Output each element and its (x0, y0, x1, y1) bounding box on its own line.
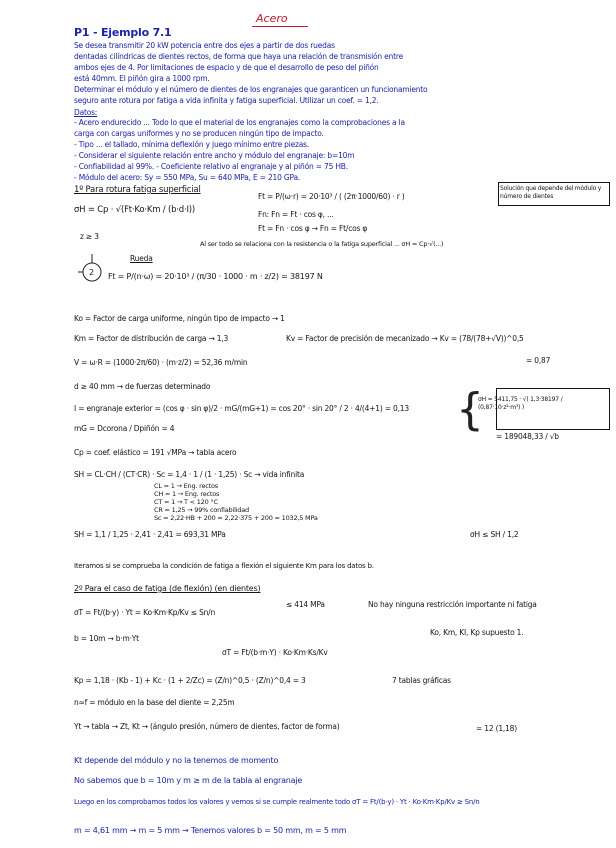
formula-sigma-h: σH = Cp · √(Ft·Ko·Km / (b·d·I)) (74, 205, 196, 215)
sigma-result-2: = 189048,33 / √b (496, 432, 559, 441)
b-line: b = 10m → b·m·Yt (74, 634, 139, 643)
fn-line: Fn: Fn = Ft · cos φ, ... (258, 210, 334, 219)
sigma-result: σH = 5411,75 · √( 1,3·38197 / (0,87·10·z²·m³) ) (478, 396, 563, 411)
datos-line: carga con cargas uniformes y no se producen ningún tipo de impacto. (74, 129, 324, 138)
datos-line: - Módulo del acero: Sy = 550 MPa, Su = 640 MPa, E = 210 GPa. (74, 173, 301, 182)
datos-line: - Tipo ... el tallado, mínima deflexión y juego mínimo entre piezas. (74, 140, 310, 149)
sh-sub: CL = 1 → Eng. rectos (154, 482, 218, 490)
formula-ft: Ft = P/(ω·r) = 20·10³ / ( (2π·1000/60) · r ) (258, 192, 405, 201)
rueda-label: Rueda (130, 254, 153, 263)
fn-line: Ft = Fn · cos φ → Fn = Ft/cos φ (258, 224, 368, 233)
ko-line: Ko = Factor de carga uniforme, ningún tipo de impacto → 1 (74, 314, 285, 323)
section-header: P1 - Ejemplo 7.1 (74, 26, 172, 39)
z-label: z ≥ 3 (80, 232, 99, 241)
ft-note: Solución que depende del módulo y número de dientes (500, 185, 602, 200)
v-line: V = ω·R = (1000·2π/60) · (m·z/2) = 52,36 m/min (74, 358, 248, 367)
problem-line: ambos ejes de 4. Por limitaciones de espacio y de que el desarrollo de peso del piñón (74, 63, 379, 72)
sh-final: SH = 1,1 / 1,25 · 2,41 · 2,41 = 693,31 MPa (74, 530, 226, 539)
sigma-t-note: ≤ 414 MPa (286, 600, 325, 609)
sh-sub: Sc = 2,22·HB + 200 = 2,22·375 + 200 = 1032,5 MPa (154, 514, 318, 522)
problem-line: Determinar el módulo y el número de dientes de los engranajes que garanticen un funcionamiento (74, 85, 428, 94)
kv-line: Kv = Factor de precisión de mecanizado → Kv = (78/(78+√V))^0,5 (286, 334, 524, 343)
km-line: Km = Factor de distribución de carga → 1,3 (74, 334, 229, 343)
yt-line: Yt → tabla → Zt, Kt → (ángulo presión, número de dientes, factor de forma) (74, 722, 340, 731)
nf-line: n≈f = módulo en la base del diente = 2,25m (74, 698, 235, 707)
handwritten-line: m = 4,61 mm → m = 5 mm → Tenemos valores b = 50 mm, m = 5 mm (74, 826, 347, 835)
gear-sketch-icon (72, 250, 108, 286)
no-restriction-note: No hay ninguna restricción importante ni fatiga (368, 600, 537, 609)
handwritten-line: Luego en los comprobamos todos los valores y vemos si se cumple realmente todo σT = Ft/(b·y) · Yt · Ko·Km·Kp/Kv ≥ Sn/n (74, 798, 480, 806)
cp-line: Cp = coef. elástico = 191 √MPa → tabla acero (74, 448, 237, 457)
kp-note: 7 tablas gráficas (392, 676, 451, 685)
sh-line: SH = CL·CH / (CT·CR) · Sc = 1,4 · 1 / (1 · 1,25) · Sc → vida infinita (74, 470, 305, 479)
title-underline (252, 26, 308, 27)
problem-line: Se desea transmitir 20 kW potencia entre dos ejes a partir de dos ruedas (74, 41, 335, 50)
page-title: Acero (256, 12, 288, 25)
datos-label: Datos: (74, 108, 98, 117)
datos-line: - Confiabilidad al 99%. - Coeficiente relativo al engranaje y al piñón = 75 HB. (74, 162, 348, 171)
svg-text:2: 2 (89, 268, 95, 277)
sh-sub: CR = 1,25 → 99% confiabilidad (154, 506, 249, 514)
handwritten-line: No sabemos que b = 10m y m ≥ m de la tabla al engranaje (74, 776, 303, 785)
problem-line: dentadas cilíndricas de dientes rectos, de forma que haya una relación de transmisión entre (74, 52, 403, 61)
d-line: d ≥ 40 mm → de fuerzas determinado (74, 382, 211, 391)
ref-note: Al ser todo se relaciona con la resistencia o la fatiga superficial ... σH = Cp·√(...) (200, 240, 444, 248)
sigma-t-2: σT = Ft/(b·m·Y) · Ko·Km·Ks/Kv (222, 648, 328, 657)
sh-sub: CH = 1 → Eng. rectos (154, 490, 220, 498)
ft-rueda: Ft = P/(n·ω) = 20·10³ / (π/30 · 1000 · m · z/2) = 38197 N (108, 272, 323, 281)
factors-note: Ko, Km, KI, Kp supuesto 1. (430, 628, 524, 637)
brace: { (456, 384, 484, 435)
subsection-header: 1º Para rotura fatiga superficial (74, 185, 201, 195)
kv-result: = 0,87 (526, 356, 551, 365)
yt-result: = 12 (1,18) (476, 724, 517, 733)
i-line: I = engranaje exterior = (cos φ · sin φ)/2 · mG/(mG+1) = cos 20° · sin 20° / 2 · 4/(4+1) = 0,13 (74, 404, 409, 413)
sigma-leq: σH ≤ SH / 1,2 (470, 530, 519, 539)
problem-line: seguro ante rotura por fatiga a vida infinita y fatiga superficial. Utilizar un coef. = 1,2. (74, 96, 379, 105)
kp-line: Kp = 1,18 · (Kb - 1) + Kc · (1 + 2/Zc) = (Z/n)^0,5 · (Z/n)^0,4 = 3 (74, 676, 306, 685)
sigma-t: σT = Ft/(b·y) · Yt = Ko·Km·Kp/Kv ≤ Sn/n (74, 608, 216, 617)
mg-line: mG = Dcorona / Dpiñón = 4 (74, 424, 175, 433)
datos-line: - Considerar el siguiente relación entre ancho y módulo del engranaje: b=10m (74, 151, 355, 160)
iter-line: Iteramos si se comprueba la condición de fatiga a flexión el siguiente Km para los datos b. (74, 562, 374, 570)
subsection-header-2: 2º Para el caso de fatiga (de flexión) (en dientes) (74, 584, 261, 593)
datos-line: - Acero endurecido ... Todo lo que el material de los engranajes como la comprobaciones a la (74, 118, 405, 127)
sh-sub: CT = 1 → T < 120 °C (154, 498, 218, 506)
handwritten-line: Kt depende del módulo y no la tenemos de momento (74, 756, 279, 765)
problem-line: está 40mm. El piñón gira a 1000 rpm. (74, 74, 210, 83)
